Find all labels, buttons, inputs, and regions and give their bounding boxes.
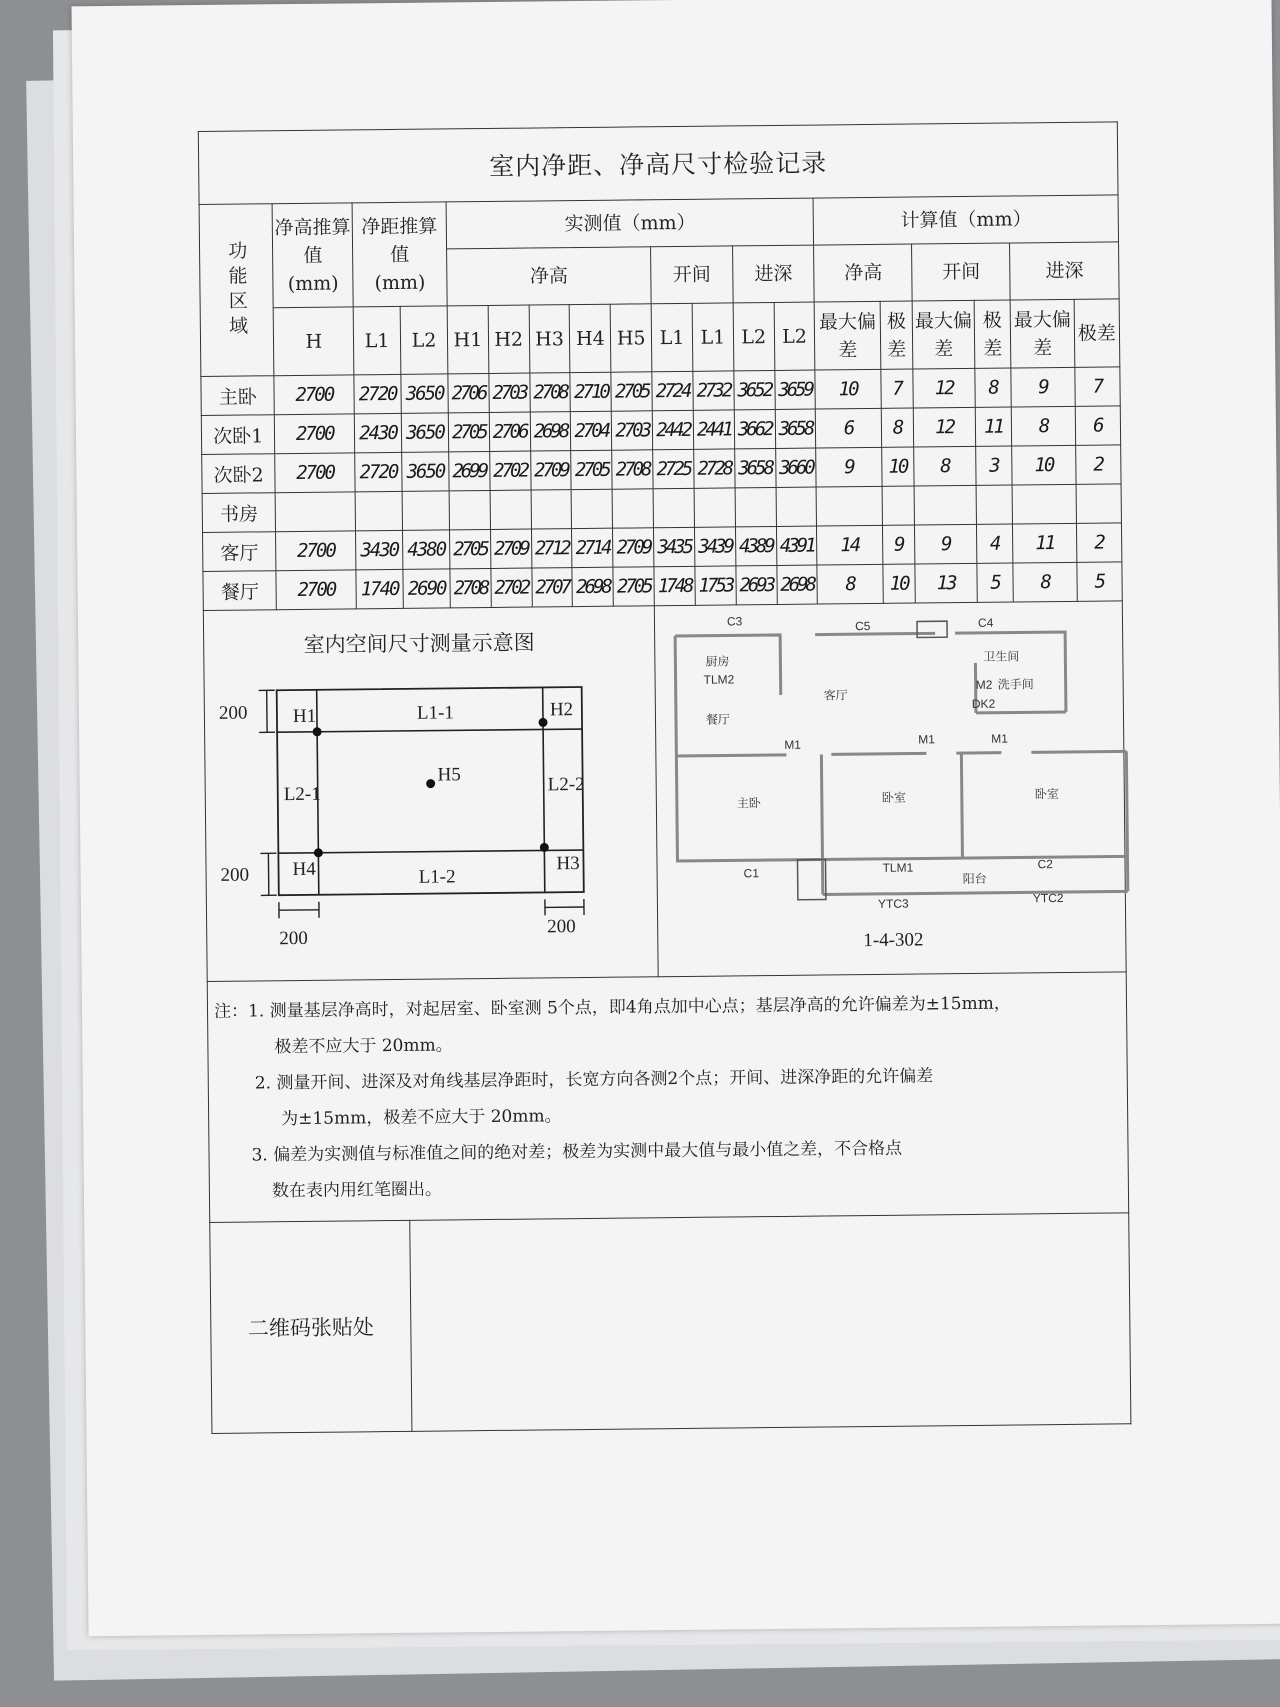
cell-h3: 2712: [531, 529, 572, 568]
dim-200-right: 200: [547, 916, 576, 938]
cell-c1: 14: [817, 525, 883, 565]
cell-k1: 3435: [654, 527, 695, 566]
plan-label-balcony: 阳台: [962, 871, 987, 887]
cell-k2: 3439: [694, 527, 735, 566]
col-depth-L2a: L2: [733, 302, 775, 370]
measured-header: 实测值（mm）: [446, 198, 814, 249]
cell-c4: 8: [975, 368, 1012, 407]
cell-k2: 2728: [694, 449, 735, 488]
note-1-line-2: 极差不应大于 20mm。: [274, 1035, 453, 1058]
func-area-header: [199, 204, 274, 377]
notes-block: [207, 972, 1128, 1223]
plan-label-bed1: 卧室: [881, 790, 907, 805]
cell-j2: [776, 487, 817, 526]
cell-c3: 12: [913, 368, 975, 408]
cell-c4: 11: [975, 407, 1012, 446]
plan-label-c4: C4: [978, 615, 994, 630]
cell-j2: 3660: [775, 448, 816, 487]
unit-label: (mm): [287, 272, 339, 295]
cell-h3: 2698: [530, 412, 571, 451]
cell-h3: 2709: [530, 451, 571, 490]
note-3-line-2: 数在表内用红笔圈出。: [271, 1179, 443, 1202]
plan-caption: 1-4-302: [863, 929, 924, 952]
cell-h4: 2704: [571, 411, 612, 450]
cell-k1: 2442: [652, 410, 693, 449]
measured-depth-header: 进深: [732, 245, 814, 303]
cell-H: 2700: [275, 453, 355, 493]
cell-h4: 2710: [570, 372, 611, 411]
cell-c5: 9: [1011, 367, 1075, 407]
plan-label-m1-c: M1: [991, 731, 1009, 746]
cell-c1: 8: [817, 564, 883, 604]
point-h4: [314, 848, 323, 857]
calc-bay-header: 开间: [912, 243, 1011, 301]
col-H2: H2: [488, 305, 530, 373]
cell-h3: [531, 490, 572, 529]
row-area-label: 书房: [202, 493, 276, 533]
plan-label-c5: C5: [855, 618, 871, 634]
cell-h5: 2709: [613, 528, 654, 567]
cell-h5: 2705: [611, 372, 652, 411]
cell-h1: 2706: [448, 373, 489, 412]
cell-h5: 2708: [612, 450, 653, 489]
cell-h4: [572, 489, 613, 528]
dim-200-left: 200: [279, 927, 308, 950]
cell-j2: 2698: [777, 565, 818, 604]
calc-depth-header: 进深: [1010, 242, 1119, 300]
point-h2: [538, 718, 547, 727]
point-h5: [426, 779, 435, 788]
row-area-label: 客厅: [203, 532, 277, 572]
cell-j1: [735, 487, 776, 526]
cell-c6: 2: [1076, 523, 1122, 562]
net-dist-calc-label: 净距推算值: [361, 215, 438, 266]
document-page: [71, 0, 1280, 1636]
cell-c3: [915, 485, 977, 525]
cell-j2: 4391: [776, 526, 817, 565]
net-dist-calc-header: [352, 202, 447, 307]
cell-c5: 8: [1012, 406, 1076, 446]
cell-j1: 3658: [734, 448, 775, 487]
cell-H: 2700: [275, 414, 355, 454]
cell-c1: [817, 486, 883, 526]
point-h1: [313, 727, 322, 736]
cell-h4: 2698: [572, 567, 613, 606]
plan-walls: [675, 631, 1128, 896]
cell-c3: 8: [914, 446, 976, 486]
unit-label: (mm): [374, 271, 426, 294]
col-height-range: 极差: [880, 301, 913, 369]
net-height-calc-label: 净高推算值: [274, 215, 351, 267]
cell-L2: 3650: [401, 374, 448, 413]
col-H1: H1: [447, 305, 489, 373]
col-depth-L2b: L2: [774, 302, 816, 370]
plan-label-bath: 卫生间: [983, 649, 1020, 664]
cell-k2: 2441: [693, 410, 734, 449]
plan-label-master: 主卧: [736, 796, 762, 811]
plan-label-c1: C1: [743, 866, 760, 881]
label-l2-2: L2-2: [547, 773, 585, 796]
cell-L2: 3650: [402, 452, 449, 491]
cell-c2: 10: [883, 564, 916, 603]
col-H5: H5: [610, 304, 652, 372]
measurement-diagram: [204, 607, 628, 979]
measurement-diagram-cell: [203, 606, 658, 982]
col-H3: H3: [529, 305, 571, 373]
cell-h4: 2714: [572, 528, 613, 567]
cell-c5: 11: [1013, 523, 1077, 563]
plan-label-tlm2: TLM2: [703, 672, 735, 687]
row-area-label: 次卧1: [201, 415, 275, 455]
cell-c3: 9: [915, 524, 977, 564]
note-3-line-1: 3. 偏差为实测值与标准值之间的绝对差；极差为实测中最大值与最小值之差，不合格点: [251, 1138, 903, 1166]
cell-c2: 10: [881, 447, 914, 486]
cell-h1: 2708: [450, 568, 491, 607]
cell-c2: 8: [881, 408, 914, 447]
col-H4: H4: [570, 304, 612, 372]
cell-h3: 2707: [532, 568, 573, 607]
cell-c2: [882, 486, 915, 525]
cell-L2: 2690: [403, 569, 450, 608]
row-area-label: 餐厅: [203, 571, 277, 611]
measured-bay-header: 开间: [651, 246, 733, 304]
cell-j1: 2693: [736, 565, 777, 604]
plan-label-m2: M2: [975, 677, 993, 692]
cell-h4: 2705: [571, 450, 612, 489]
cell-h3: 2708: [530, 373, 571, 412]
plan-label-kitchen: 厨房: [705, 654, 730, 669]
cell-H: 2700: [276, 531, 356, 571]
cell-H: 2700: [276, 570, 356, 610]
cell-c4: 3: [975, 446, 1012, 485]
label-h2: H2: [549, 699, 574, 721]
inspection-record-form: [198, 121, 1132, 1434]
cell-k2: [694, 488, 735, 527]
cell-L1: 2430: [354, 413, 401, 452]
notes-lead: 注：: [213, 1001, 249, 1022]
plan-label-ytc3: YTC3: [878, 896, 909, 911]
cell-c1: 6: [816, 408, 882, 448]
plan-label-dining: 餐厅: [706, 712, 731, 727]
cell-h5: [612, 489, 653, 528]
vent-shaft-icon: [917, 621, 947, 637]
cell-L1: 3430: [356, 530, 403, 569]
col-bay-L1b: L1: [692, 303, 734, 371]
cell-c1: 10: [815, 369, 881, 409]
qr-label: 二维码张贴处: [210, 1220, 412, 1433]
cell-k1: 2725: [653, 449, 694, 488]
label-h1: H1: [292, 705, 317, 728]
cell-L1: 2720: [354, 374, 401, 413]
cell-L2: 4380: [403, 530, 450, 569]
col-L2: L2: [400, 306, 448, 374]
net-height-calc-header: [273, 203, 354, 308]
cell-j1: 3652: [734, 370, 775, 409]
qr-sticker-area: [410, 1213, 1131, 1432]
cell-j1: 4389: [735, 526, 776, 565]
cell-k1: 1748: [654, 566, 695, 605]
plan-label-wash: 洗手间: [997, 677, 1034, 692]
cell-H: [276, 492, 356, 532]
cell-h2: 2702: [490, 451, 531, 490]
cell-j1: 3662: [734, 409, 775, 448]
offset-line-bottom: [278, 850, 583, 853]
cell-H: 2700: [274, 375, 354, 415]
row-area-label: 主卧: [201, 376, 275, 416]
calculated-header: 计算值（mm）: [814, 195, 1119, 245]
plan-label-c2: C2: [1037, 857, 1054, 872]
func-area-label: 功能区域: [225, 240, 249, 341]
note-2-line-2: 为±15mm，极差不应大于 20mm。: [281, 1106, 562, 1130]
label-h5: H5: [437, 764, 461, 786]
col-L1: L1: [353, 306, 401, 374]
cell-c5: 8: [1013, 562, 1077, 602]
cell-c6: [1076, 484, 1122, 523]
cell-L2: 3650: [401, 413, 448, 452]
cell-k1: [653, 488, 694, 527]
floor-plan-cell: [654, 601, 1126, 977]
dim-200-top: 200: [218, 702, 248, 724]
calc-net-height-header: 净高: [814, 244, 913, 302]
cell-L1: 1740: [356, 569, 403, 608]
cell-L1: [355, 491, 402, 530]
cell-k2: 2732: [693, 371, 734, 410]
form-title: 室内净距、净高尺寸检验记录: [198, 122, 1118, 205]
cell-h1: 2705: [448, 412, 489, 451]
plan-label-living: 客厅: [823, 688, 848, 703]
dim-200-bottom: 200: [220, 864, 250, 886]
cell-h2: [490, 490, 531, 529]
cell-c2: 7: [881, 369, 914, 408]
measured-net-height-header: 净高: [447, 247, 652, 306]
diagram-title: 室内空间尺寸测量示意图: [303, 630, 535, 657]
plan-label-tlm1: TLM1: [882, 860, 914, 875]
col-depth-maxdev: 最大偏差: [1011, 299, 1075, 368]
col-height-maxdev: 最大偏差: [815, 301, 881, 370]
cell-L2: [402, 491, 449, 530]
plan-label-c3: C3: [727, 614, 743, 629]
cell-h5: 2703: [612, 411, 653, 450]
col-H: H: [274, 307, 354, 376]
cell-h2: 2703: [489, 373, 530, 412]
cell-c4: [976, 485, 1013, 524]
col-bay-L1a: L1: [651, 303, 693, 371]
cell-c4: 4: [976, 524, 1013, 563]
cell-c3: 12: [914, 407, 976, 447]
measurement-rows: [201, 367, 1122, 611]
cell-L1: 2720: [355, 452, 402, 491]
cell-h5: 2705: [613, 567, 654, 606]
cell-h1: 2705: [450, 529, 491, 568]
cell-c4: 5: [977, 563, 1014, 602]
plan-label-bed2: 卧室: [1034, 787, 1060, 802]
plan-label-ytc2: YTC2: [1032, 890, 1064, 906]
cell-j2: 3659: [774, 370, 815, 409]
col-bay-maxdev: 最大偏差: [913, 300, 975, 369]
cell-c2: 9: [882, 525, 915, 564]
cell-k1: 2724: [652, 371, 693, 410]
label-l1-2: L1-2: [418, 866, 456, 888]
floor-plan: [655, 601, 1157, 974]
cell-h1: [449, 490, 490, 529]
plan-label-dk2: DK2: [971, 696, 996, 711]
note-1-line-1: 1. 测量基层净高时，对起居室、卧室测 5个点，即4角点加中心点；基层净高的允许偏差为±15mm，: [247, 993, 1011, 1022]
label-l1-1: L1-1: [416, 702, 454, 724]
label-l2-1: L2-1: [283, 783, 321, 806]
row-area-label: 次卧2: [202, 454, 276, 494]
label-h3: H3: [556, 853, 580, 875]
cell-c6: 7: [1075, 367, 1121, 406]
note-2-line-1: 2. 测量开间、进深及对角线基层净距时，长宽方向各测2个点；开间、进深净距的允许偏差: [254, 1066, 934, 1094]
record-table: [198, 121, 1132, 1434]
cell-c1: 9: [816, 447, 882, 487]
plan-label-m1-a: M1: [784, 737, 802, 752]
cell-k2: 1753: [695, 566, 736, 605]
cell-h2: 2706: [489, 412, 530, 451]
col-bay-range: 极差: [974, 300, 1011, 368]
cell-c5: 10: [1012, 445, 1076, 485]
plan-label-m1-b: M1: [918, 732, 936, 747]
cell-h1: 2699: [449, 451, 490, 490]
label-h4: H4: [292, 858, 316, 881]
cell-h2: 2702: [491, 568, 532, 607]
cell-c6: 6: [1075, 406, 1121, 445]
cell-c6: 2: [1075, 445, 1121, 484]
cell-c5: [1012, 484, 1076, 524]
cell-j2: 3658: [775, 409, 816, 448]
cell-h2: 2709: [490, 529, 531, 568]
col-depth-range: 极差: [1074, 299, 1120, 367]
cell-c6: 5: [1077, 562, 1123, 601]
cell-c3: 13: [915, 563, 977, 603]
offset-line-top: [277, 729, 582, 732]
